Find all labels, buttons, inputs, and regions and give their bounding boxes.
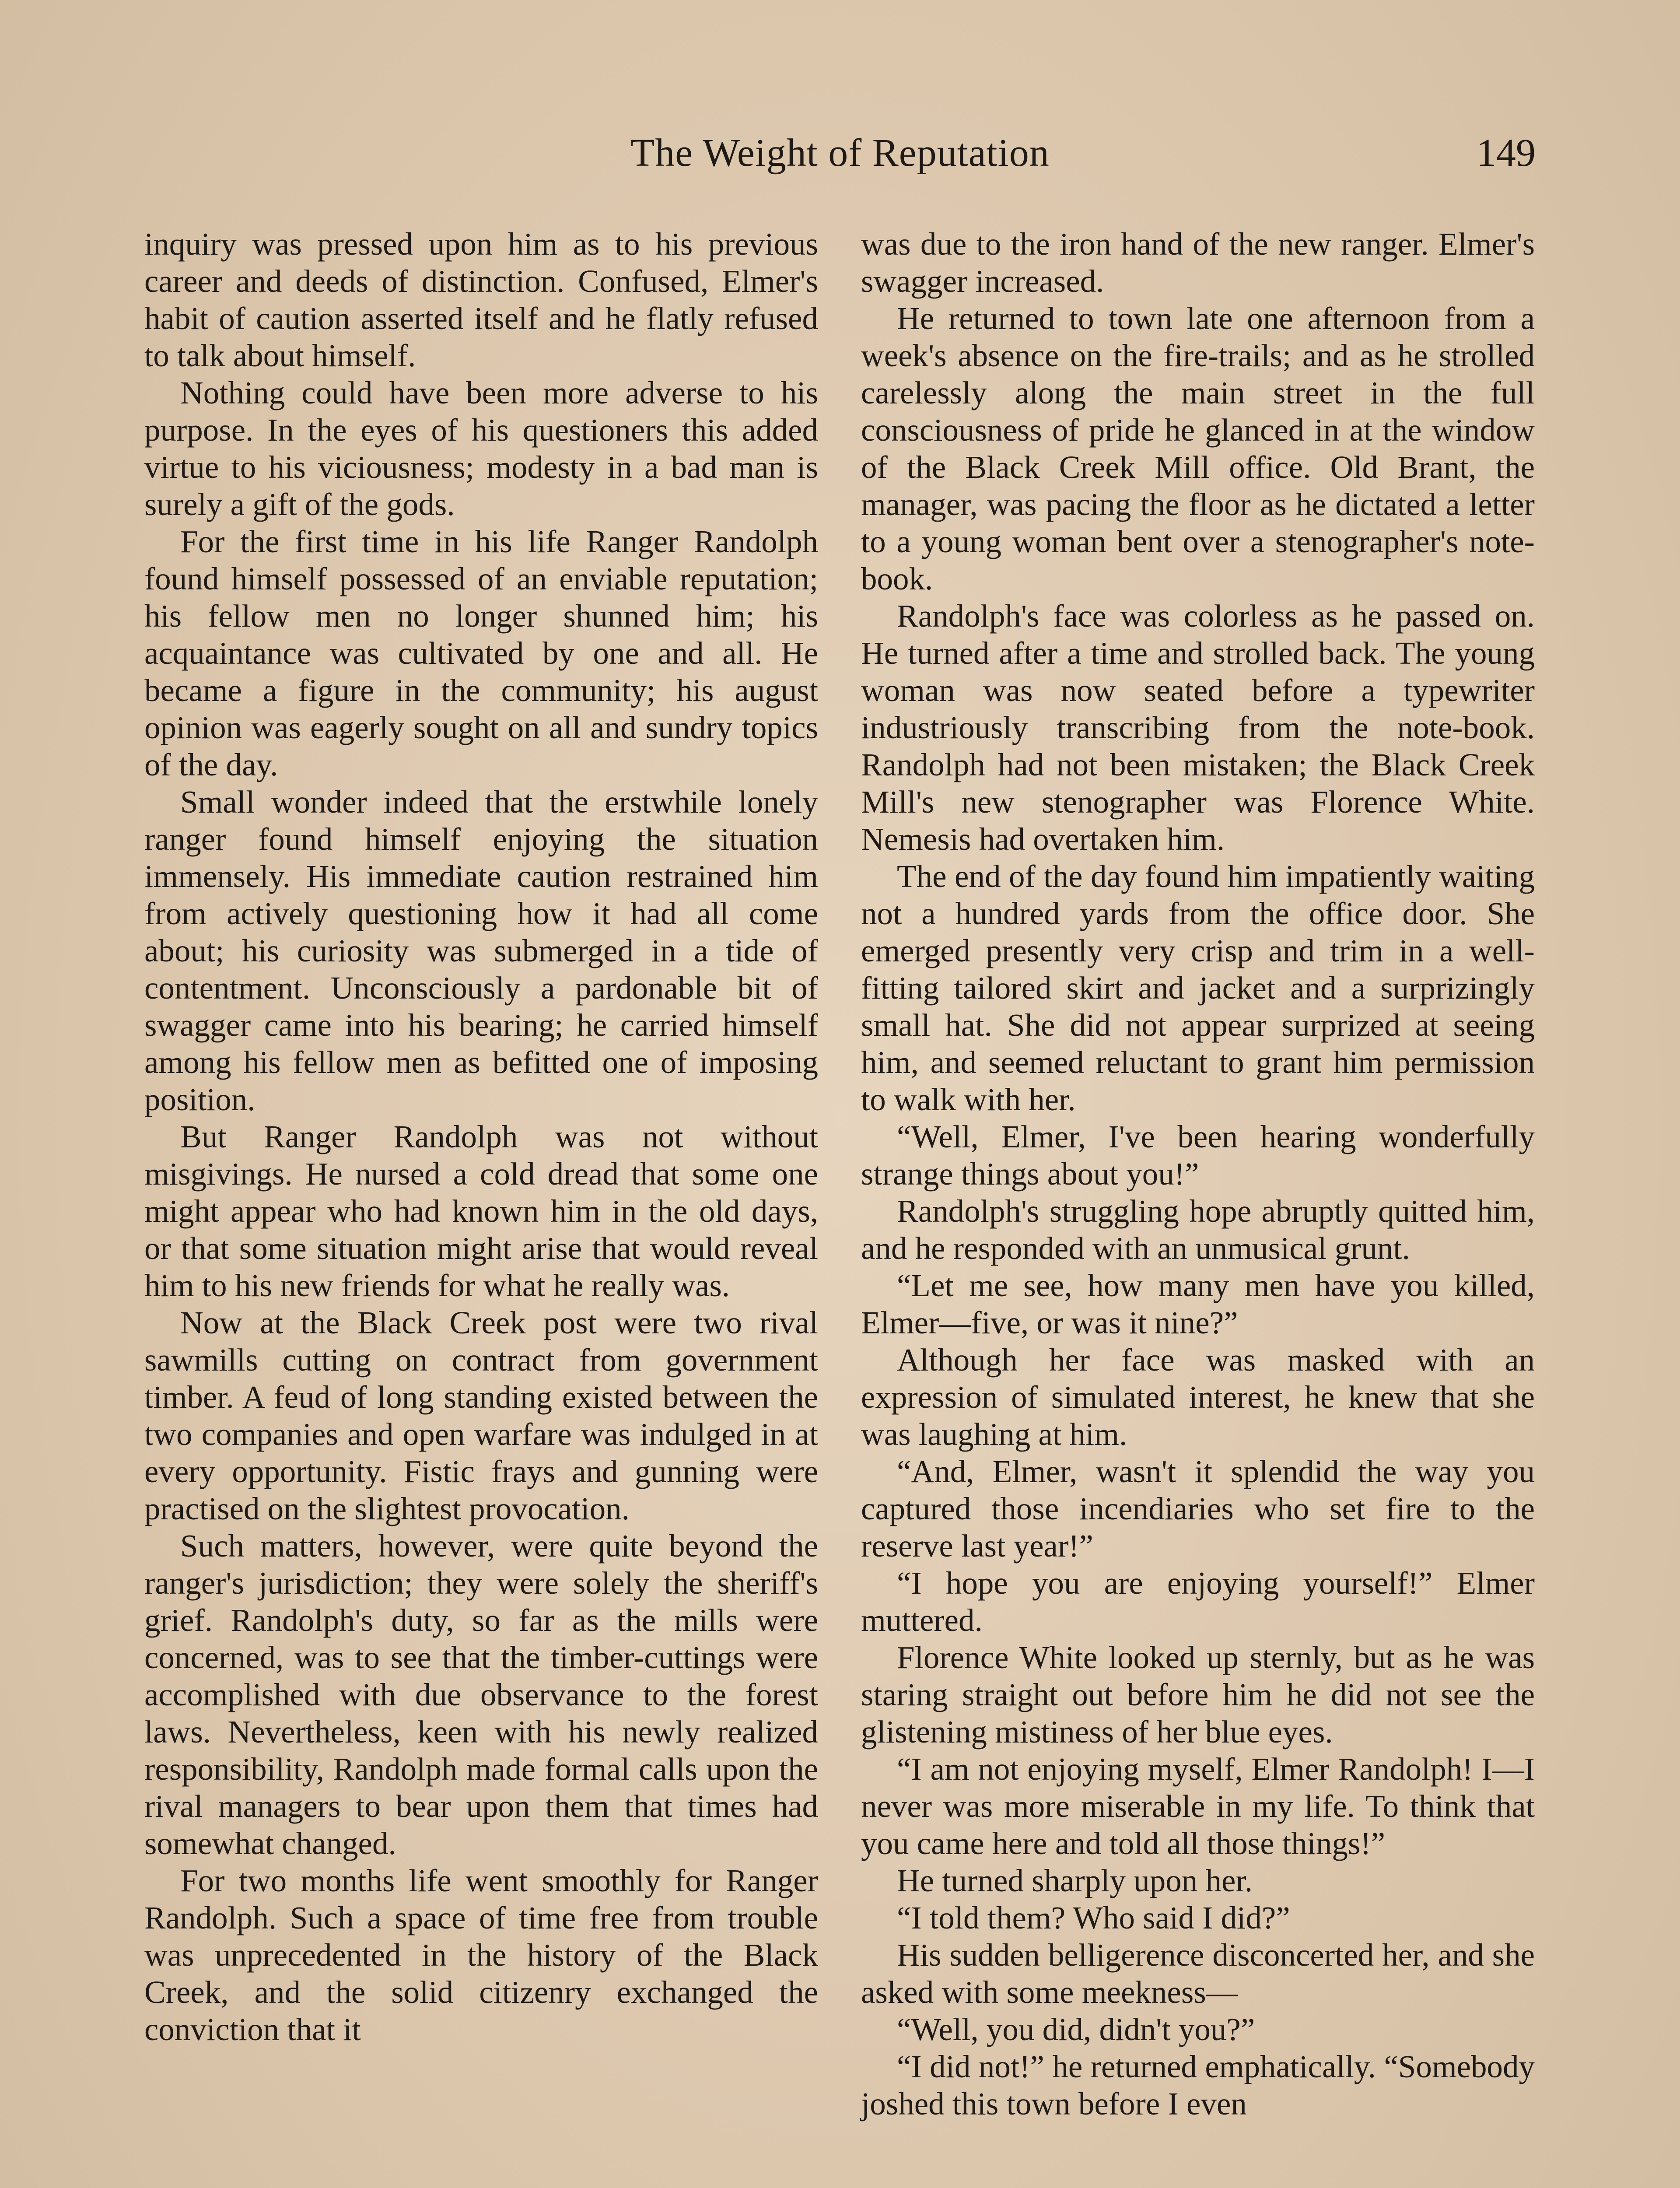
paragraph: His sudden belligerence disconcerted her, and she asked with some meekness— [861, 1937, 1535, 2010]
paragraph: “Let me see, how many men have you killed, Elmer—five, or was it nine?” [861, 1268, 1535, 1340]
paragraph: Randolph's face was colorless as he passed on. He turned after a time and strolled back. The young woman was now seated before a typewriter industriously transcribing from the note-book. Randolph had not been mistaken; the Black Creek Mill's new stenographer was Florence White. Nemesis had overtaken him. [861, 598, 1535, 857]
paragraph: “I hope you are enjoying yourself!” Elmer muttered. [861, 1565, 1535, 1638]
paragraph: Although her face was masked with an expression of simulated interest, he knew that she was laughing at him. [861, 1342, 1535, 1452]
paragraph: For two months life went smoothly for Ranger Randolph. Such a space of time free from trouble was unprecedented in the history of the Black Creek, and the solid citizenry exchanged the conviction that it [144, 1863, 818, 2047]
paragraph: Such matters, however, were quite beyond the ranger's jurisdiction; they were solely the sheriff's grief. Randolph's duty, so far as the mills were concerned, was to see that the timber-cuttings were accomplished with due observance to the forest laws. Nevertheless, keen with his newly realized responsibility, Randolph made formal calls upon the rival managers to bear upon them that times had somewhat changed. [144, 1528, 818, 1861]
paragraph: The end of the day found him impatiently waiting not a hundred yards from the office door. She emerged presently very crisp and trim in a well-fitting tailored skirt and jacket and a surprizingly small hat. She did not appear surprized at seeing him, and seemed reluctant to grant him permission to walk with her. [861, 859, 1535, 1117]
right-text-column [861, 225, 1535, 2122]
paragraph: was due to the iron hand of the new ranger. Elmer's swagger increased. [861, 226, 1535, 299]
paragraph: “Well, you did, didn't you?” [897, 2012, 1255, 2047]
page-number: 149 [1477, 131, 1536, 175]
paragraph: “And, Elmer, wasn't it splendid the way you captured those incendiaries who set fire to the reserve last year!” [861, 1454, 1535, 1564]
paragraph: Small wonder indeed that the erstwhile lonely ranger found himself enjoying the situation immensely. His immediate caution restrained him from actively questioning how it had all come about; his curiosity was submerged in a tide of contentment. Unconsciously a pardonable bit of swagger came into his bearing; he carried himself among his fellow men as befitted one of imposing position. [144, 784, 818, 1117]
paragraph: “I told them? Who said I did?” [897, 1900, 1290, 1936]
paragraph: Now at the Black Creek post were two rival sawmills cutting on contract from government timber. A feud of long standing existed between the two companies and open warfare was indulged in at every opportunity. Fistic frays and gunning were practised on the slightest provocation. [144, 1305, 818, 1526]
paragraph: But Ranger Randolph was not without misgivings. He nursed a cold dread that some one might appear who had known him in the old days, or that some situation might arise that would reveal him to his new friends for what he really was. [144, 1119, 818, 1303]
paragraph: “I am not enjoying myself, Elmer Randolph! I—I never was more miserable in my life. To think that you came here and told all those things!” [861, 1751, 1535, 1861]
running-title: The Weight of Reputation [630, 131, 1050, 175]
paragraph: “Well, Elmer, I've been hearing wonderfully strange things about you!” [861, 1119, 1535, 1192]
paragraph: For the first time in his life Ranger Randolph found himself possessed of an enviable reputation; his fellow men no longer shunned him; his acquaintance was cultivated by one and all. He became a figure in the community; his august opinion was eagerly sought on all and sundry topics of the day. [144, 524, 818, 782]
left-text-column [144, 225, 818, 2048]
paragraph: He turned sharply upon her. [897, 1863, 1253, 1898]
paragraph: “I did not!” he returned emphatically. “Somebody joshed this town before I even [861, 2049, 1535, 2121]
paragraph: inquiry was pressed upon him as to his previous career and deeds of distinction. Confused, Elmer's habit of caution asserted itself and he flatly refused to talk about himself. [144, 226, 818, 373]
page-header [144, 127, 1536, 193]
paragraph: Randolph's struggling hope abruptly quitted him, and he responded with an unmusical grunt. [861, 1193, 1535, 1266]
paragraph: Florence White looked up sternly, but as he was staring straight out before him he did not see the glistening mistiness of her blue eyes. [861, 1640, 1535, 1750]
paragraph: He returned to town late one afternoon from a week's absence on the fire-trails; and as he strolled carelessly along the main street in the full consciousness of pride he glanced in at the window of the Black Creek Mill office. Old Brant, the manager, was pacing the floor as he dictated a letter to a young woman bent over a stenographer's note-book. [861, 301, 1535, 596]
paragraph: Nothing could have been more adverse to his purpose. In the eyes of his questioners this added virtue to his viciousness; modesty in a bad man is surely a gift of the gods. [144, 375, 818, 522]
